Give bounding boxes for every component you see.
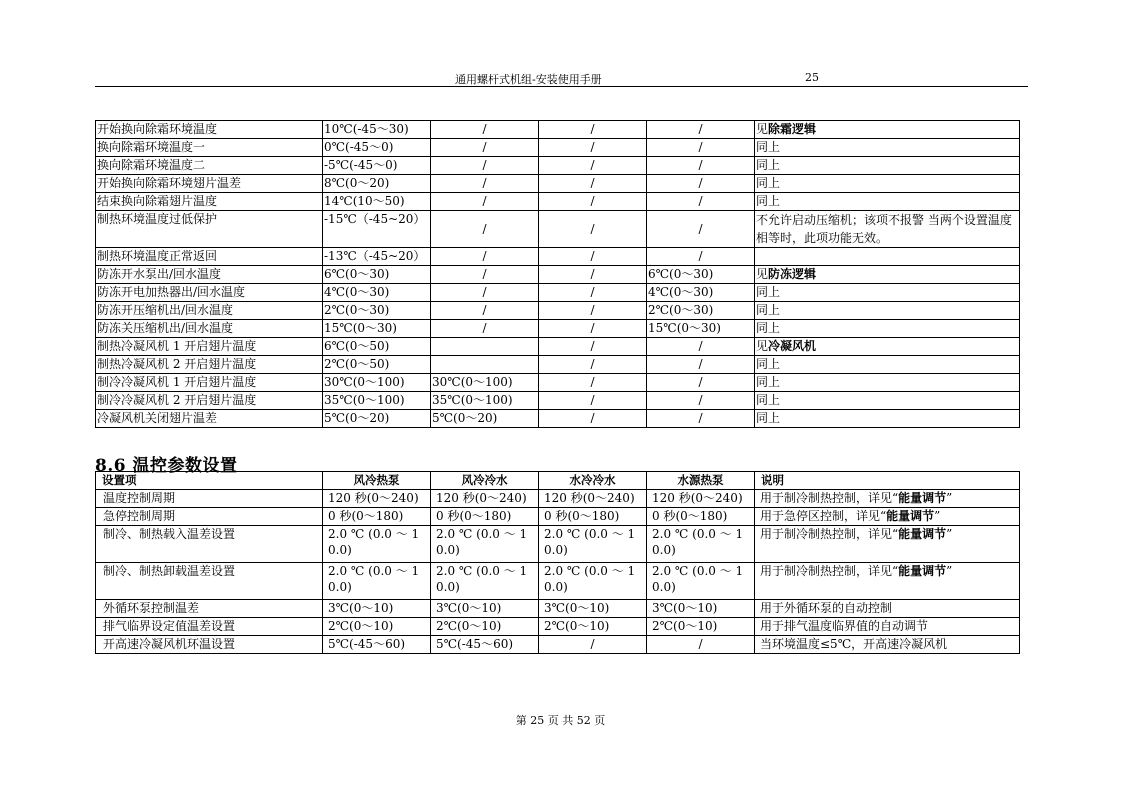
note-text: 用于制冷制热控制，详见“ [760, 491, 899, 505]
value-cell: 120 秒(0～240) [539, 490, 647, 508]
value-cell: / [539, 302, 647, 320]
value-cell: / [431, 175, 539, 193]
note-cell: 不允许启动压缩机；该项不报警 当两个设置温度相等时，此项功能无效。 [755, 211, 1020, 248]
value-cell: / [539, 636, 647, 654]
section-title: 8.6 温控参数设置 [95, 456, 238, 476]
setting-name: 开始换向除霜环境翅片温差 [96, 175, 323, 193]
value-cell: 2℃(0～10) [323, 618, 431, 636]
value-cell: 0 秒(0～180) [647, 508, 755, 526]
setting-name: 外循环泵控制温差 [96, 600, 323, 618]
value-cell: / [539, 392, 647, 410]
value-cell: / [647, 374, 755, 392]
value-cell [431, 356, 539, 374]
value-cell: / [647, 193, 755, 211]
note-cell: 同上 [755, 284, 1020, 302]
table-row [96, 410, 1020, 428]
setting-name: 冷凝风机关闭翅片温差 [96, 410, 323, 428]
value-cell [431, 338, 539, 356]
note-cell: 同上 [755, 302, 1020, 320]
page-header [95, 70, 1028, 87]
note-cell [755, 563, 1020, 600]
value-cell: 2℃(0～10) [539, 618, 647, 636]
value-cell: 14℃(10～50) [323, 193, 431, 211]
table-row [96, 490, 1020, 508]
value-cell: 4℃(0～30) [323, 284, 431, 302]
value-cell: / [539, 266, 647, 284]
setting-name: 制冷、制热卸载温差设置 [96, 563, 323, 600]
setting-name: 温度控制周期 [96, 490, 323, 508]
setting-name: 结束换向除霜翅片温度 [96, 193, 323, 211]
temperature-control-table [95, 471, 1020, 654]
value-cell: 120 秒(0～240) [323, 490, 431, 508]
setting-name: 排气临界设定值温差设置 [96, 618, 323, 636]
table-row [96, 526, 1020, 563]
table-row [96, 338, 1020, 356]
note-cell [755, 338, 1020, 356]
note-text: ” [946, 491, 953, 505]
value-cell: 2℃(0～30) [647, 302, 755, 320]
note-cell [755, 121, 1020, 139]
value-cell: / [539, 356, 647, 374]
table-header-row [96, 472, 1020, 490]
note-text: 用于制冷制热控制，详见“ [760, 564, 899, 578]
value-cell: 35℃(0～100) [323, 392, 431, 410]
note-keyword: 防冻逻辑 [768, 267, 817, 281]
note-cell: 同上 [755, 139, 1020, 157]
value-cell: 35℃(0～100) [431, 392, 539, 410]
value-cell: / [539, 121, 647, 139]
setting-name: 制热冷凝风机 2 开启翅片温度 [96, 356, 323, 374]
note-cell: 同上 [755, 374, 1020, 392]
value-cell: 120 秒(0～240) [647, 490, 755, 508]
table-row [96, 356, 1020, 374]
value-cell: / [539, 193, 647, 211]
value-cell: -13℃（-45~20） [323, 248, 431, 266]
setting-name: 制热环境温度过低保护 [96, 211, 323, 248]
value-cell: / [431, 320, 539, 338]
note-keyword: 除霜逻辑 [768, 122, 817, 136]
value-cell: 30℃(0～100) [431, 374, 539, 392]
note-cell: 同上 [755, 320, 1020, 338]
value-cell: 6℃(0～30) [647, 266, 755, 284]
column-header: 风冷热泵 [323, 472, 431, 490]
value-cell: / [431, 302, 539, 320]
value-cell: 2.0 ℃ (0.0 ～ 10.0) [539, 563, 647, 600]
setting-name: 制冷冷凝风机 2 开启翅片温度 [96, 392, 323, 410]
value-cell: / [539, 338, 647, 356]
value-cell: / [539, 248, 647, 266]
value-cell: / [431, 121, 539, 139]
table-row [96, 248, 1020, 266]
value-cell: 3℃(0～10) [647, 600, 755, 618]
value-cell: / [431, 139, 539, 157]
table-row [96, 600, 1020, 618]
value-cell: / [431, 211, 539, 248]
note-keyword: 能量调节 [898, 527, 947, 541]
value-cell: 0 秒(0～180) [431, 508, 539, 526]
value-cell: 0 秒(0～180) [323, 508, 431, 526]
note-text: 用于急停区控制，详见“ [760, 509, 887, 523]
table-row [96, 618, 1020, 636]
value-cell: / [647, 211, 755, 248]
table-row [96, 563, 1020, 600]
value-cell: / [539, 139, 647, 157]
table-row [96, 284, 1020, 302]
setting-name: 制冷冷凝风机 1 开启翅片温度 [96, 374, 323, 392]
note-keyword: 能量调节 [898, 564, 947, 578]
value-cell: / [647, 248, 755, 266]
value-cell: 6℃(0～30) [323, 266, 431, 284]
table-row [96, 139, 1020, 157]
value-cell: 5℃(-45～60) [323, 636, 431, 654]
value-cell: -15℃（-45~20） [323, 211, 431, 248]
note-cell: 同上 [755, 410, 1020, 428]
table-row [96, 302, 1020, 320]
value-cell: 5℃(-45～60) [431, 636, 539, 654]
note-cell [755, 526, 1020, 563]
value-cell: / [431, 266, 539, 284]
value-cell: / [431, 193, 539, 211]
note-keyword: 冷凝风机 [768, 339, 817, 353]
value-cell: / [539, 410, 647, 428]
note-cell: 同上 [755, 193, 1020, 211]
setting-name: 换向除霜环境温度二 [96, 157, 323, 175]
note-text: 见 [756, 267, 769, 281]
value-cell: 3℃(0～10) [431, 600, 539, 618]
value-cell: 4℃(0～30) [647, 284, 755, 302]
value-cell: / [647, 410, 755, 428]
value-cell: 6℃(0～50) [323, 338, 431, 356]
value-cell: 2℃(0～10) [647, 618, 755, 636]
value-cell: / [647, 636, 755, 654]
value-cell: 2.0 ℃ (0.0 ～ 10.0) [431, 526, 539, 563]
table-row [96, 374, 1020, 392]
note-cell: 同上 [755, 157, 1020, 175]
value-cell: 2.0 ℃ (0.0 ～ 10.0) [539, 526, 647, 563]
table-row [96, 121, 1020, 139]
table-row [96, 392, 1020, 410]
note-keyword: 能量调节 [898, 491, 947, 505]
setting-name: 制热冷凝风机 1 开启翅片温度 [96, 338, 323, 356]
column-header: 设置项 [96, 472, 323, 490]
note-text: 用于制冷制热控制，详见“ [760, 527, 899, 541]
column-header: 水冷冷水 [539, 472, 647, 490]
value-cell: 3℃(0～10) [323, 600, 431, 618]
value-cell: / [647, 121, 755, 139]
note-cell: 用于外循环泵的自动控制 [755, 600, 1020, 618]
table-row [96, 266, 1020, 284]
value-cell: / [539, 320, 647, 338]
value-cell: / [539, 175, 647, 193]
note-cell [755, 266, 1020, 284]
column-header: 水源热泵 [647, 472, 755, 490]
note-keyword: 能量调节 [886, 509, 935, 523]
value-cell: / [647, 356, 755, 374]
setting-name: 防冻开压缩机出/回水温度 [96, 302, 323, 320]
value-cell: 0 秒(0～180) [539, 508, 647, 526]
note-cell: 当环境温度≤5℃，开高速冷凝风机 [755, 636, 1020, 654]
setting-name: 换向除霜环境温度一 [96, 139, 323, 157]
header-title: 通用螺杆式机组-安装使用手册 [455, 73, 602, 86]
table-row [96, 193, 1020, 211]
value-cell: 10℃(-45～30) [323, 121, 431, 139]
setting-name: 防冻开电加热器出/回水温度 [96, 284, 323, 302]
header-page-number: 25 [805, 71, 819, 84]
table-row [96, 636, 1020, 654]
value-cell: / [647, 157, 755, 175]
value-cell: 5℃(0～20) [431, 410, 539, 428]
note-text: 见 [756, 339, 769, 353]
table-row [96, 508, 1020, 526]
value-cell: / [431, 284, 539, 302]
value-cell: / [431, 157, 539, 175]
value-cell: 2.0 ℃ (0.0 ～ 10.0) [431, 563, 539, 600]
column-header: 说明 [755, 472, 1020, 490]
setting-name: 防冻关压缩机出/回水温度 [96, 320, 323, 338]
value-cell: 15℃(0～30) [647, 320, 755, 338]
setting-name: 急停控制周期 [96, 508, 323, 526]
value-cell: -5℃(-45～0) [323, 157, 431, 175]
value-cell: / [539, 211, 647, 248]
note-cell: 用于排气温度临界值的自动调节 [755, 618, 1020, 636]
note-text: ” [934, 509, 941, 523]
setting-name: 开始换向除霜环境温度 [96, 121, 323, 139]
value-cell: 15℃(0～30) [323, 320, 431, 338]
value-cell: 2℃(0～50) [323, 356, 431, 374]
value-cell: / [539, 284, 647, 302]
table-row [96, 320, 1020, 338]
value-cell: 120 秒(0～240) [431, 490, 539, 508]
note-cell: 同上 [755, 392, 1020, 410]
defrost-antifreeze-table [95, 120, 1020, 428]
value-cell: / [647, 175, 755, 193]
value-cell: 2.0 ℃ (0.0 ～ 10.0) [647, 563, 755, 600]
note-cell [755, 508, 1020, 526]
value-cell: / [647, 392, 755, 410]
value-cell: 2.0 ℃ (0.0 ～ 10.0) [323, 563, 431, 600]
value-cell: / [539, 374, 647, 392]
note-text: 见 [756, 122, 769, 136]
value-cell: 8℃(0～20) [323, 175, 431, 193]
table-row [96, 175, 1020, 193]
value-cell: 3℃(0～10) [539, 600, 647, 618]
value-cell: / [647, 338, 755, 356]
value-cell: / [431, 248, 539, 266]
value-cell: 30℃(0～100) [323, 374, 431, 392]
note-cell [755, 490, 1020, 508]
column-header: 风冷冷水 [431, 472, 539, 490]
note-text: ” [946, 564, 953, 578]
note-cell: 同上 [755, 175, 1020, 193]
value-cell: 2.0 ℃ (0.0 ～ 10.0) [647, 526, 755, 563]
value-cell: 5℃(0～20) [323, 410, 431, 428]
value-cell: / [647, 139, 755, 157]
table-row [96, 157, 1020, 175]
setting-name: 开高速冷凝风机环温设置 [96, 636, 323, 654]
setting-name: 制冷、制热载入温差设置 [96, 526, 323, 563]
value-cell: 2℃(0～10) [431, 618, 539, 636]
note-cell [755, 248, 1020, 266]
note-text: ” [946, 527, 953, 541]
value-cell: 0℃(-45～0) [323, 139, 431, 157]
setting-name: 制热环境温度正常返回 [96, 248, 323, 266]
value-cell: / [539, 157, 647, 175]
value-cell: 2℃(0～30) [323, 302, 431, 320]
page-footer: 第 25 页 共 52 页 [515, 714, 606, 727]
table-row [96, 211, 1020, 248]
value-cell: 2.0 ℃ (0.0 ～ 10.0) [323, 526, 431, 563]
setting-name: 防冻开水泵出/回水温度 [96, 266, 323, 284]
note-cell: 同上 [755, 356, 1020, 374]
